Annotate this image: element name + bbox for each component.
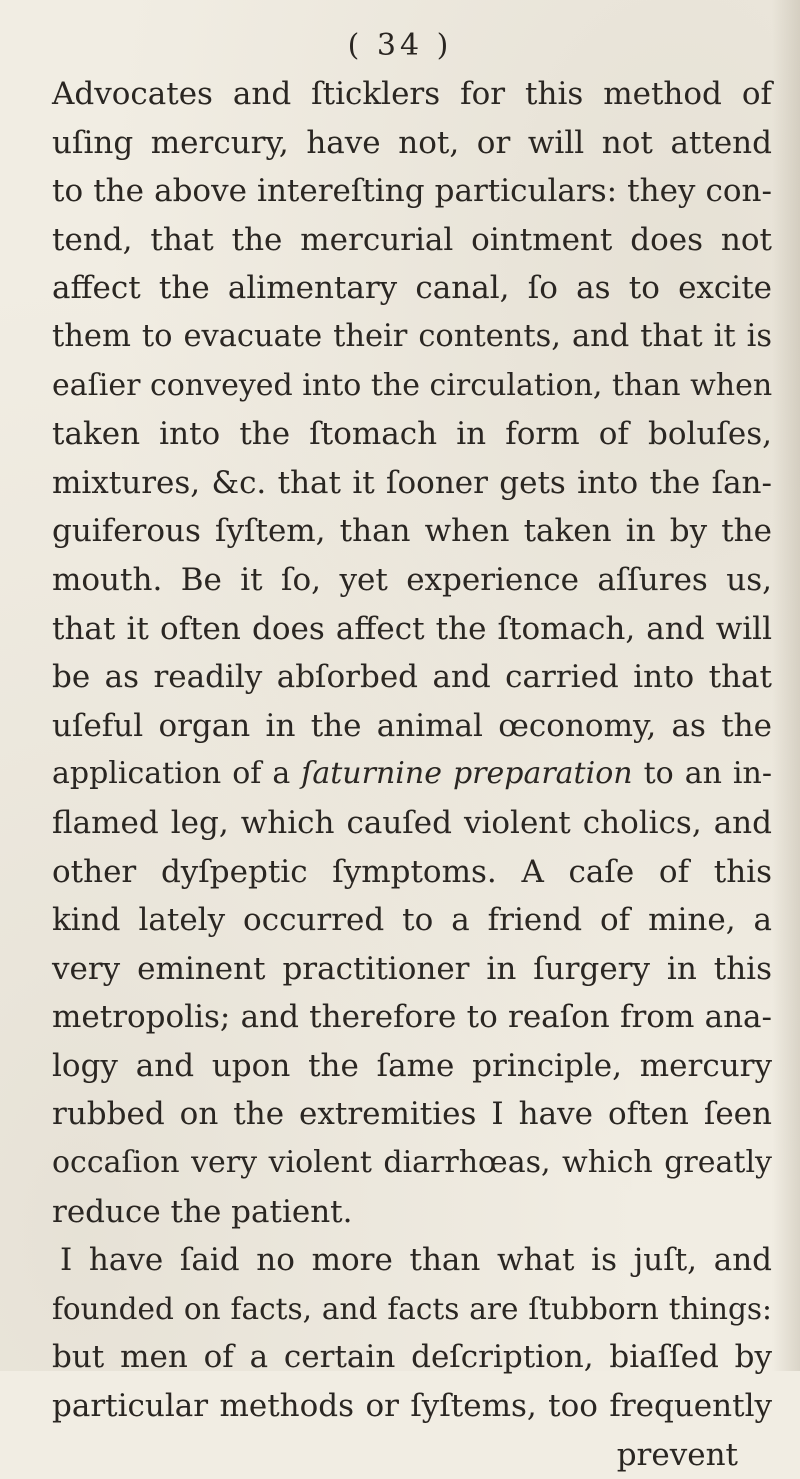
text-line: logy and upon the ſame principle, mercury (52, 1047, 772, 1084)
text-line: be as readily abſorbed and carried into that (52, 659, 772, 696)
text-line: Advocates and ſticklers for this method of (52, 76, 772, 112)
text-line: guiferous ſyſtem, than when taken in by the (52, 513, 772, 550)
text-line: uſing mercury, have not, or will not attend (52, 124, 772, 161)
text-line: other dyſpeptic ſymptoms. A caſe of this (52, 853, 772, 890)
text-line: that it often does affect the ſtomach, and will (52, 610, 772, 647)
text-line: rubbed on the extremities I have often ſeen (52, 1096, 772, 1133)
text-line: taken into the ſtomach in form of boluſes, (52, 416, 772, 453)
text-line: occaſion very violent diarrhœas, which greatly (52, 1145, 772, 1181)
text-line: very eminent practitioner in ſurgery in this (52, 950, 772, 987)
text-line: them to evacuate their contents, and that it is (52, 318, 772, 354)
text-line: flamed leg, which cauſed violent cholics, and (52, 804, 772, 841)
catchword: prevent (616, 1436, 738, 1473)
text-line: particular methods or ſyſtems, too frequently (52, 1388, 772, 1425)
text-line: affect the alimentary canal, ſo as to excite (52, 270, 772, 307)
italic-phrase: ſaturnine preparation (301, 756, 633, 792)
text-line: application of a ſaturnine preparation to an in- (52, 756, 772, 792)
text-line: reduce the patient. (52, 1193, 353, 1230)
text-line: kind lately occurred to a friend of mine, a (52, 902, 772, 939)
text-line: but men of a certain deſcription, biaſſed by (52, 1339, 772, 1376)
body-text (52, 70, 772, 1479)
text-line: I have ſaid no more than what is juſt, and (60, 1242, 772, 1279)
text-line: founded on facts, and facts are ſtubborn things: (52, 1291, 772, 1326)
text-line: mixtures, &c. that it ſooner gets into the ſan- (52, 464, 772, 501)
text-line: metropolis; and therefore to reaſon from ana- (52, 999, 772, 1036)
text-line: mouth. Be it ſo, yet experience aſſures us, (52, 561, 772, 598)
page-number: ( 34 ) (347, 28, 453, 63)
page-edge-shadow (772, 0, 800, 1371)
text-line: tend, that the mercurial ointment does not (52, 221, 772, 258)
text-line: eaſier conveyed into the circulation, than when (52, 367, 773, 403)
text-line: to the above intereſting particulars: they con- (52, 173, 772, 210)
text-line: uſeful organ in the animal œconomy, as the (52, 707, 772, 744)
